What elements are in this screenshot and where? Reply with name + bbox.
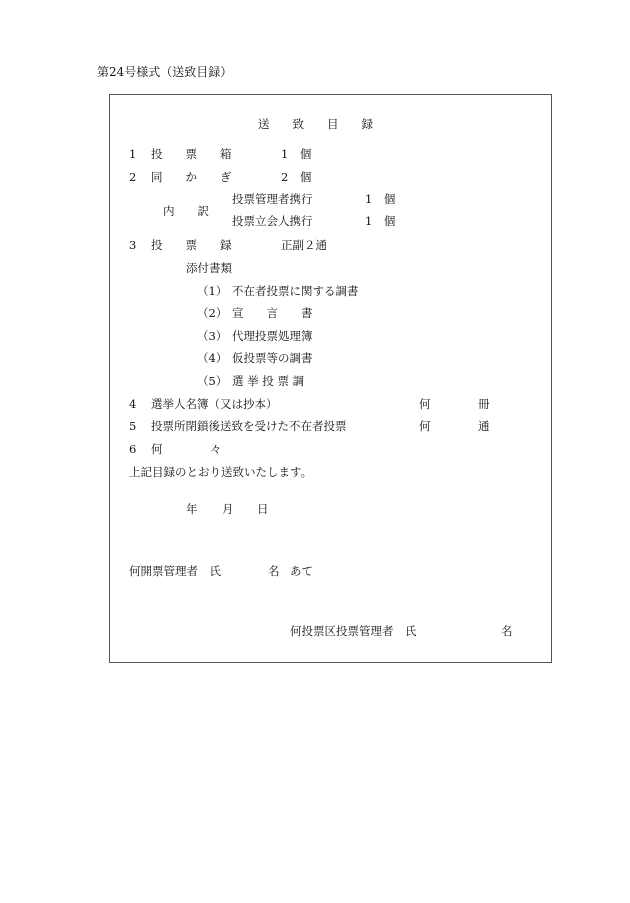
- document-title: 送 致 目 録: [258, 117, 373, 131]
- date-month: 月: [222, 502, 234, 516]
- item-5-unit: 通: [478, 419, 490, 433]
- item-6-name: 何: [151, 442, 163, 456]
- attachment-2-number: （2）: [197, 306, 228, 320]
- addressee-suffix: あて: [290, 564, 313, 578]
- item-2-name: 同 か ぎ: [151, 170, 232, 184]
- breakdown-row-1-quantity: 1 個: [365, 192, 396, 206]
- sender-title: 何投票区投票管理者 氏: [290, 624, 417, 638]
- attachment-3-name: 代理投票処理簿: [232, 329, 313, 343]
- statement: 上記目録のとおり送致いたします。: [129, 465, 313, 479]
- breakdown-row-2-name: 投票立会人携行: [232, 214, 313, 228]
- breakdown-row-1-name: 投票管理者携行: [232, 192, 313, 206]
- item-3-name: 投 票 録: [151, 238, 232, 252]
- item-5-number: 5: [129, 419, 137, 433]
- attachment-4-name: 仮投票等の調書: [232, 351, 313, 365]
- item-6-repeat-mark: 々: [210, 442, 222, 456]
- item-5-count-label: 何: [419, 419, 431, 433]
- item-2-number: 2: [129, 170, 137, 184]
- item-3-quantity: 正副２通: [281, 238, 327, 252]
- attachment-5-name: 選 挙 投 票 調: [232, 374, 305, 388]
- item-6-number: 6: [129, 442, 137, 456]
- breakdown-label: 内 訳: [163, 204, 209, 218]
- item-1-number: 1: [129, 147, 137, 161]
- attachments-label: 添付書類: [186, 261, 232, 275]
- date-year: 年: [186, 502, 198, 516]
- attachment-1-name: 不在者投票に関する調書: [232, 284, 359, 298]
- item-1-quantity: 1 個: [281, 147, 312, 161]
- item-5-name: 投票所閉鎖後送致を受けた不在者投票: [151, 419, 347, 433]
- item-1-name: 投 票 箱: [151, 147, 232, 161]
- item-4-unit: 冊: [478, 397, 490, 411]
- attachment-3-number: （3）: [197, 329, 228, 343]
- attachment-2-name: 宣 言 書: [232, 306, 313, 320]
- item-4-number: 4: [129, 397, 137, 411]
- item-2-quantity: 2 個: [281, 170, 312, 184]
- item-3-number: 3: [129, 238, 137, 252]
- form-label: 第24号様式（送致目録）: [97, 65, 233, 79]
- item-4-name: 選挙人名簿（又は抄本）: [151, 397, 278, 411]
- attachment-5-number: （5）: [197, 374, 228, 388]
- attachment-4-number: （4）: [197, 351, 228, 365]
- breakdown-row-2-quantity: 1 個: [365, 214, 396, 228]
- sender-name-char: 名: [501, 624, 513, 638]
- addressee-name-char: 名: [268, 564, 280, 578]
- attachment-1-number: （1）: [197, 284, 228, 298]
- addressee-title: 何開票管理者 氏: [129, 564, 221, 578]
- date-day: 日: [257, 502, 269, 516]
- item-4-count-label: 何: [419, 397, 431, 411]
